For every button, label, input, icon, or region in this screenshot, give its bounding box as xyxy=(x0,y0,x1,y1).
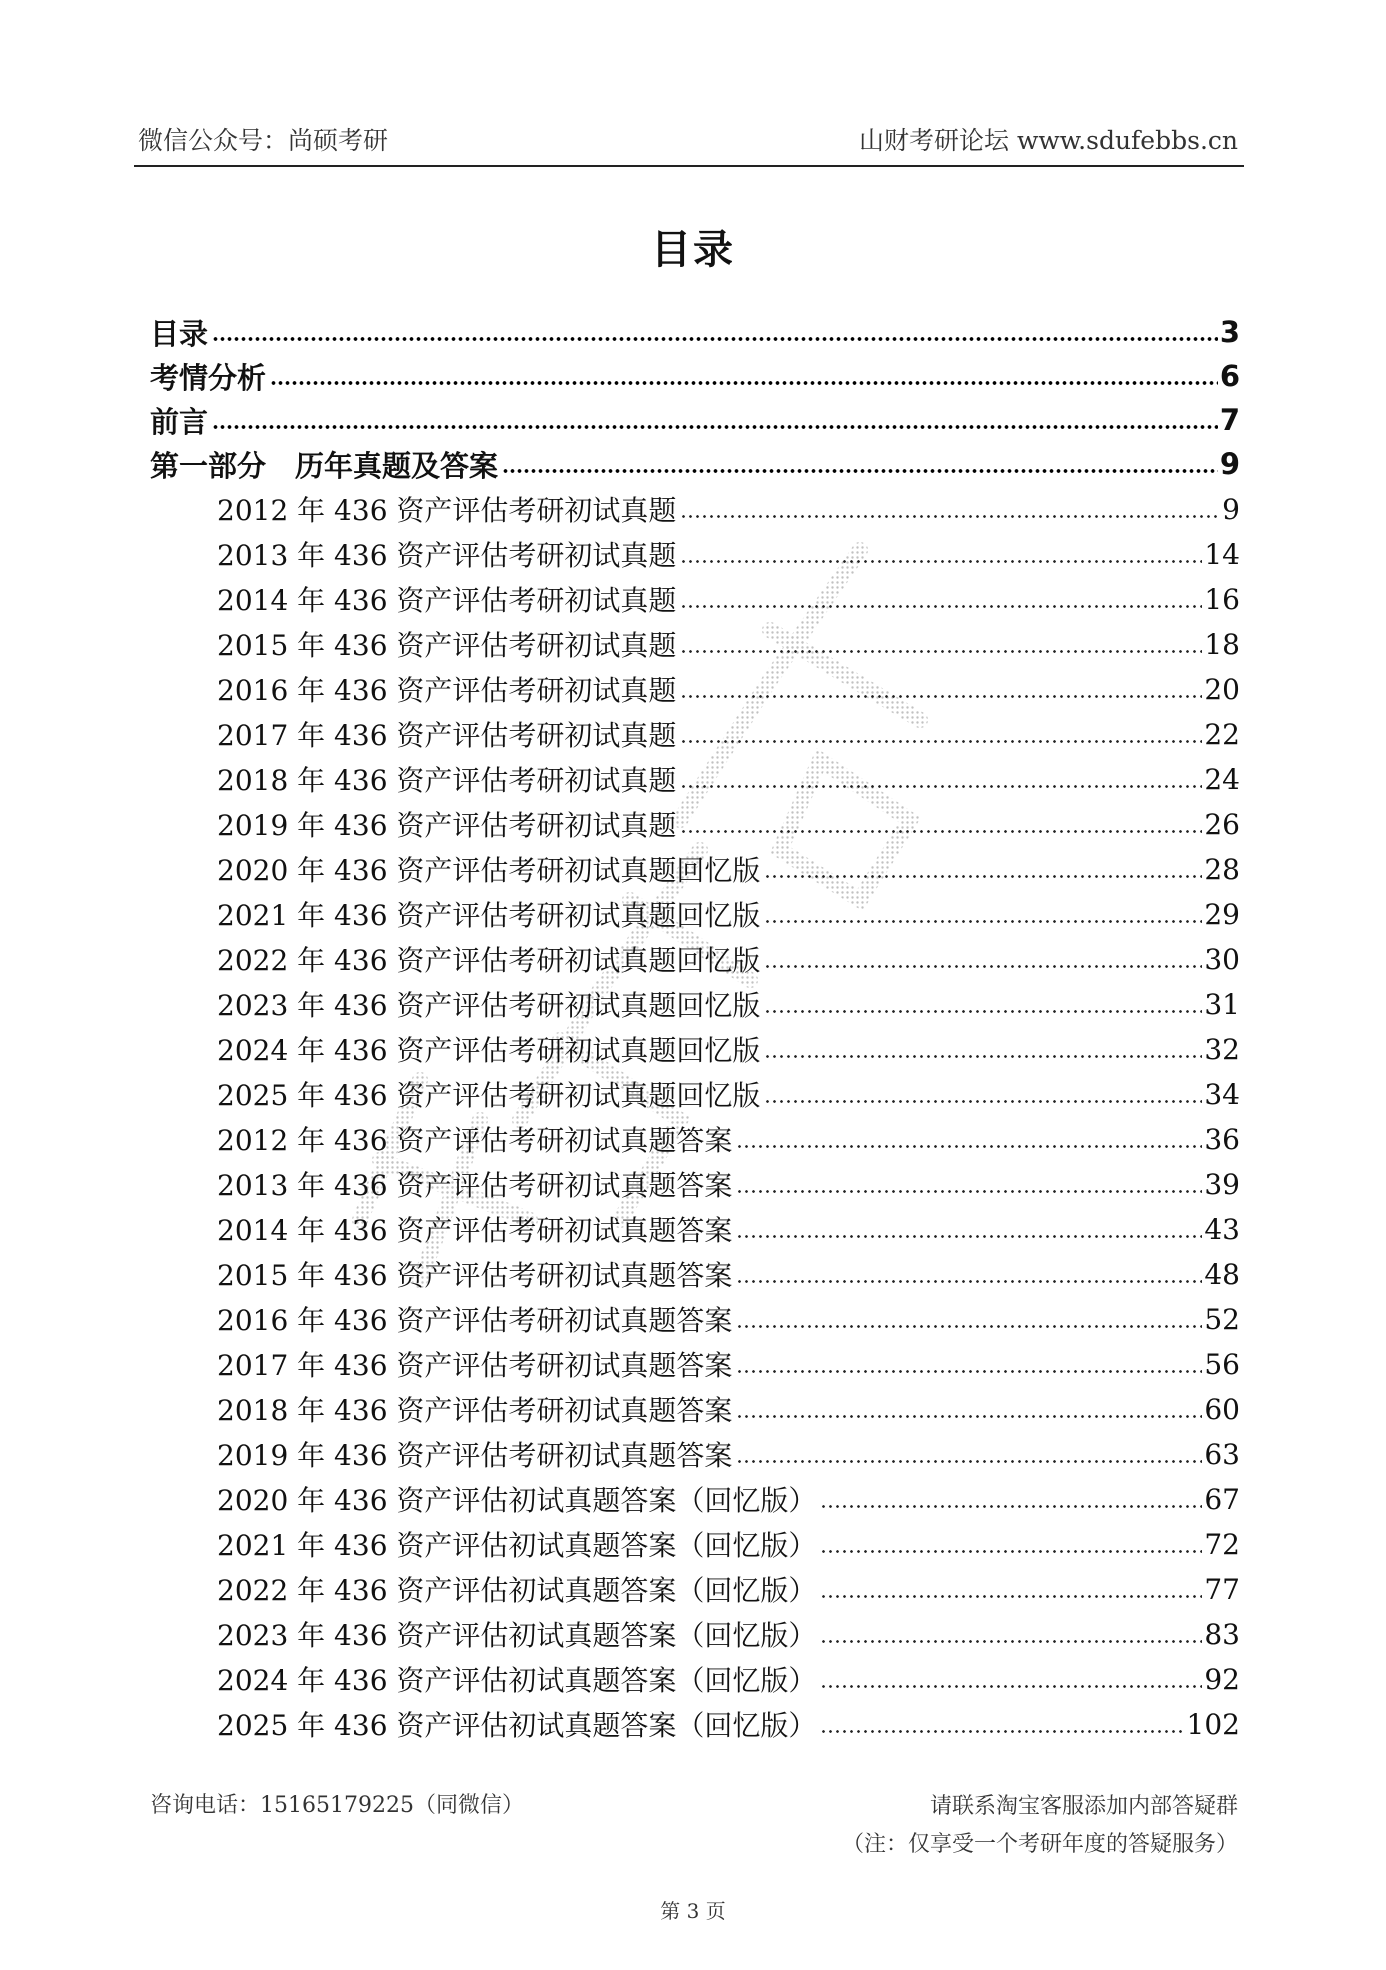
toc-dot-leader xyxy=(820,1550,1202,1553)
toc-entry[interactable] xyxy=(150,442,1240,486)
toc-entry[interactable] xyxy=(217,1297,1240,1341)
toc-entry-page: 6 xyxy=(1219,359,1240,393)
toc-entry-label: 考情分析 xyxy=(150,360,267,395)
toc-dot-leader xyxy=(736,1325,1202,1328)
toc-dot-leader xyxy=(680,515,1220,518)
toc-dot-leader xyxy=(680,560,1202,563)
toc-dot-leader xyxy=(820,1595,1202,1598)
toc-dot-leader xyxy=(212,337,1218,341)
toc-entry-page: 9 xyxy=(1222,492,1240,526)
toc-dot-leader xyxy=(820,1685,1202,1688)
toc-entry-label: 2012 年 436 资产评估考研初试真题 xyxy=(217,494,677,527)
toc-entry[interactable] xyxy=(217,487,1240,531)
toc-entry-page: 39 xyxy=(1204,1167,1240,1201)
footer-contact-phone: 咨询电话：15165179225（同微信） xyxy=(150,1793,524,1818)
toc-entry-page: 22 xyxy=(1204,717,1240,751)
toc-dot-leader xyxy=(680,785,1202,788)
toc-entry-label: 2022 年 436 资产评估初试真题答案（回忆版） xyxy=(217,1574,817,1607)
toc-entry-label: 2021 年 436 资产评估初试真题答案（回忆版） xyxy=(217,1529,817,1562)
toc-entry[interactable] xyxy=(217,1702,1240,1746)
toc-dot-leader xyxy=(736,1190,1202,1193)
toc-entry-page: 26 xyxy=(1204,807,1240,841)
toc-dot-leader xyxy=(736,1235,1202,1238)
toc-entry-label: 前言 xyxy=(150,404,209,439)
toc-dot-leader xyxy=(764,965,1202,968)
toc-entry-label: 2019 年 436 资产评估考研初试真题 xyxy=(217,809,677,842)
toc-entry-page: 31 xyxy=(1204,987,1240,1021)
toc-entry-page: 63 xyxy=(1204,1437,1240,1471)
toc-entry-page: 43 xyxy=(1204,1212,1240,1246)
toc-entry[interactable] xyxy=(217,1567,1240,1611)
toc-entry-label: 2016 年 436 资产评估考研初试真题 xyxy=(217,674,677,707)
toc-entry-label: 2014 年 436 资产评估考研初试真题答案 xyxy=(217,1214,733,1247)
toc-entry[interactable] xyxy=(217,1027,1240,1071)
toc-entry-page: 32 xyxy=(1204,1032,1240,1066)
footer-qa-info xyxy=(700,1788,1238,1864)
toc-entry[interactable] xyxy=(217,1252,1240,1296)
toc-dot-leader xyxy=(680,650,1202,653)
page-number: 第 3 页 xyxy=(660,1899,726,1923)
toc-dot-leader xyxy=(270,381,1218,385)
toc-dot-leader xyxy=(212,425,1218,429)
toc-entry-label: 2017 年 436 资产评估考研初试真题 xyxy=(217,719,677,752)
toc-dot-leader xyxy=(736,1460,1202,1463)
toc-entry-label: 2025 年 436 资产评估初试真题答案（回忆版） xyxy=(217,1709,817,1742)
toc-entry[interactable] xyxy=(217,1162,1240,1206)
toc-entry[interactable] xyxy=(217,937,1240,981)
toc-dot-leader xyxy=(680,695,1202,698)
toc-entry-label: 2018 年 436 资产评估考研初试真题 xyxy=(217,764,677,797)
toc-entry-label: 2019 年 436 资产评估考研初试真题答案 xyxy=(217,1439,733,1472)
footer-qa-group: 请联系淘宝客服添加内部答疑群 xyxy=(929,1794,1238,1819)
toc-entry-page: 34 xyxy=(1204,1077,1240,1111)
toc-dot-leader xyxy=(820,1730,1184,1733)
toc-dot-leader xyxy=(680,740,1202,743)
toc-entry-page: 3 xyxy=(1219,315,1240,349)
toc-entry-page: 24 xyxy=(1204,762,1240,796)
toc-entry[interactable] xyxy=(217,1432,1240,1476)
toc-dot-leader xyxy=(820,1640,1202,1643)
toc-entry-label: 2020 年 436 资产评估考研初试真题回忆版 xyxy=(217,854,761,887)
page-title: 目录 xyxy=(651,227,735,273)
toc-entry[interactable] xyxy=(217,1387,1240,1431)
toc-entry-page: 60 xyxy=(1204,1392,1240,1426)
toc-entry-page: 83 xyxy=(1204,1617,1240,1651)
toc-entry-label: 2020 年 436 资产评估初试真题答案（回忆版） xyxy=(217,1484,817,1517)
toc-entry-page: 56 xyxy=(1204,1347,1240,1381)
toc-entry-page: 67 xyxy=(1204,1482,1240,1516)
toc-entry-page: 20 xyxy=(1204,672,1240,706)
toc-entry[interactable] xyxy=(217,1072,1240,1116)
toc-dot-leader xyxy=(764,1055,1202,1058)
toc-entry-page: 18 xyxy=(1204,627,1240,661)
toc-entry[interactable] xyxy=(217,622,1240,666)
toc-entry-page: 28 xyxy=(1204,852,1240,886)
toc-entry-label: 2015 年 436 资产评估考研初试真题答案 xyxy=(217,1259,733,1292)
toc-dot-leader xyxy=(820,1505,1202,1508)
toc-entry[interactable] xyxy=(217,1342,1240,1386)
toc-entry[interactable] xyxy=(217,892,1240,936)
toc-entry-page: 102 xyxy=(1186,1707,1240,1741)
toc-dot-leader xyxy=(764,1010,1202,1013)
header-wechat-account: 微信公众号：尚硕考研 xyxy=(138,126,389,155)
toc-entry[interactable] xyxy=(150,310,1240,354)
toc-entry-label: 2024 年 436 资产评估考研初试真题回忆版 xyxy=(217,1034,761,1067)
toc-entry-label: 2012 年 436 资产评估考研初试真题答案 xyxy=(217,1124,733,1157)
toc-entry[interactable] xyxy=(217,577,1240,621)
toc-entry-label: 2017 年 436 资产评估考研初试真题答案 xyxy=(217,1349,733,1382)
toc-entry-page: 7 xyxy=(1219,403,1240,437)
header-forum-site: 山财考研论坛 www.sdufebbs.cn xyxy=(859,126,1238,155)
toc-entry[interactable] xyxy=(217,667,1240,711)
footer-qa-note: （注：仅享受一个考研年度的答疑服务） xyxy=(841,1832,1238,1857)
toc-entry[interactable] xyxy=(217,1207,1240,1251)
toc-dot-leader xyxy=(764,1100,1202,1103)
toc-entry[interactable] xyxy=(217,1477,1240,1521)
toc-entry[interactable] xyxy=(150,354,1240,398)
toc-entry-page: 29 xyxy=(1204,897,1240,931)
toc-entry[interactable] xyxy=(217,1612,1240,1656)
toc-entry-label: 2015 年 436 资产评估考研初试真题 xyxy=(217,629,677,662)
toc-dot-leader xyxy=(736,1280,1202,1283)
toc-entry[interactable] xyxy=(217,982,1240,1026)
toc-entry-page: 36 xyxy=(1204,1122,1240,1156)
toc-entry-page: 30 xyxy=(1204,942,1240,976)
header-divider xyxy=(134,165,1244,167)
toc-entry-label: 目录 xyxy=(150,316,209,351)
toc-dot-leader xyxy=(680,605,1202,608)
toc-entry-label: 2025 年 436 资产评估考研初试真题回忆版 xyxy=(217,1079,761,1112)
toc-entry[interactable] xyxy=(217,1522,1240,1566)
toc-dot-leader xyxy=(502,469,1218,473)
toc-dot-leader xyxy=(736,1370,1202,1373)
toc-entry-label: 2016 年 436 资产评估考研初试真题答案 xyxy=(217,1304,733,1337)
toc-dot-leader xyxy=(764,920,1202,923)
toc-entry-label: 2024 年 436 资产评估初试真题答案（回忆版） xyxy=(217,1664,817,1697)
toc-entry-label: 第一部分 历年真题及答案 xyxy=(150,448,499,483)
toc-entry-label: 2021 年 436 资产评估考研初试真题回忆版 xyxy=(217,899,761,932)
toc-entry-page: 77 xyxy=(1204,1572,1240,1606)
toc-entry-label: 2023 年 436 资产评估考研初试真题回忆版 xyxy=(217,989,761,1022)
toc-entry[interactable] xyxy=(150,398,1240,442)
toc-entry-label: 2013 年 436 资产评估考研初试真题答案 xyxy=(217,1169,733,1202)
page-header xyxy=(138,117,1238,161)
toc-entry-page: 52 xyxy=(1204,1302,1240,1336)
toc-entry[interactable] xyxy=(217,847,1240,891)
toc-entry-page: 48 xyxy=(1204,1257,1240,1291)
toc-dot-leader xyxy=(680,830,1202,833)
toc-entry[interactable] xyxy=(217,532,1240,576)
toc-dot-leader xyxy=(736,1415,1202,1418)
toc-entry[interactable] xyxy=(217,802,1240,846)
toc-entry-label: 2014 年 436 资产评估考研初试真题 xyxy=(217,584,677,617)
toc-entry-page: 92 xyxy=(1204,1662,1240,1696)
toc-entry-page: 72 xyxy=(1204,1527,1240,1561)
toc-entry[interactable] xyxy=(217,757,1240,801)
toc-entry[interactable] xyxy=(217,1117,1240,1161)
toc-entry-label: 2013 年 436 资产评估考研初试真题 xyxy=(217,539,677,572)
toc-entry-page: 16 xyxy=(1204,582,1240,616)
toc-dot-leader xyxy=(764,875,1202,878)
toc-entry-label: 2023 年 436 资产评估初试真题答案（回忆版） xyxy=(217,1619,817,1652)
toc-entry-page: 9 xyxy=(1219,447,1240,481)
toc-entry-label: 2022 年 436 资产评估考研初试真题回忆版 xyxy=(217,944,761,977)
toc-entry-label: 2018 年 436 资产评估考研初试真题答案 xyxy=(217,1394,733,1427)
toc-entry[interactable] xyxy=(217,1657,1240,1701)
toc-entry-page: 14 xyxy=(1204,537,1240,571)
toc-dot-leader xyxy=(736,1145,1202,1148)
toc-entry[interactable] xyxy=(217,712,1240,756)
